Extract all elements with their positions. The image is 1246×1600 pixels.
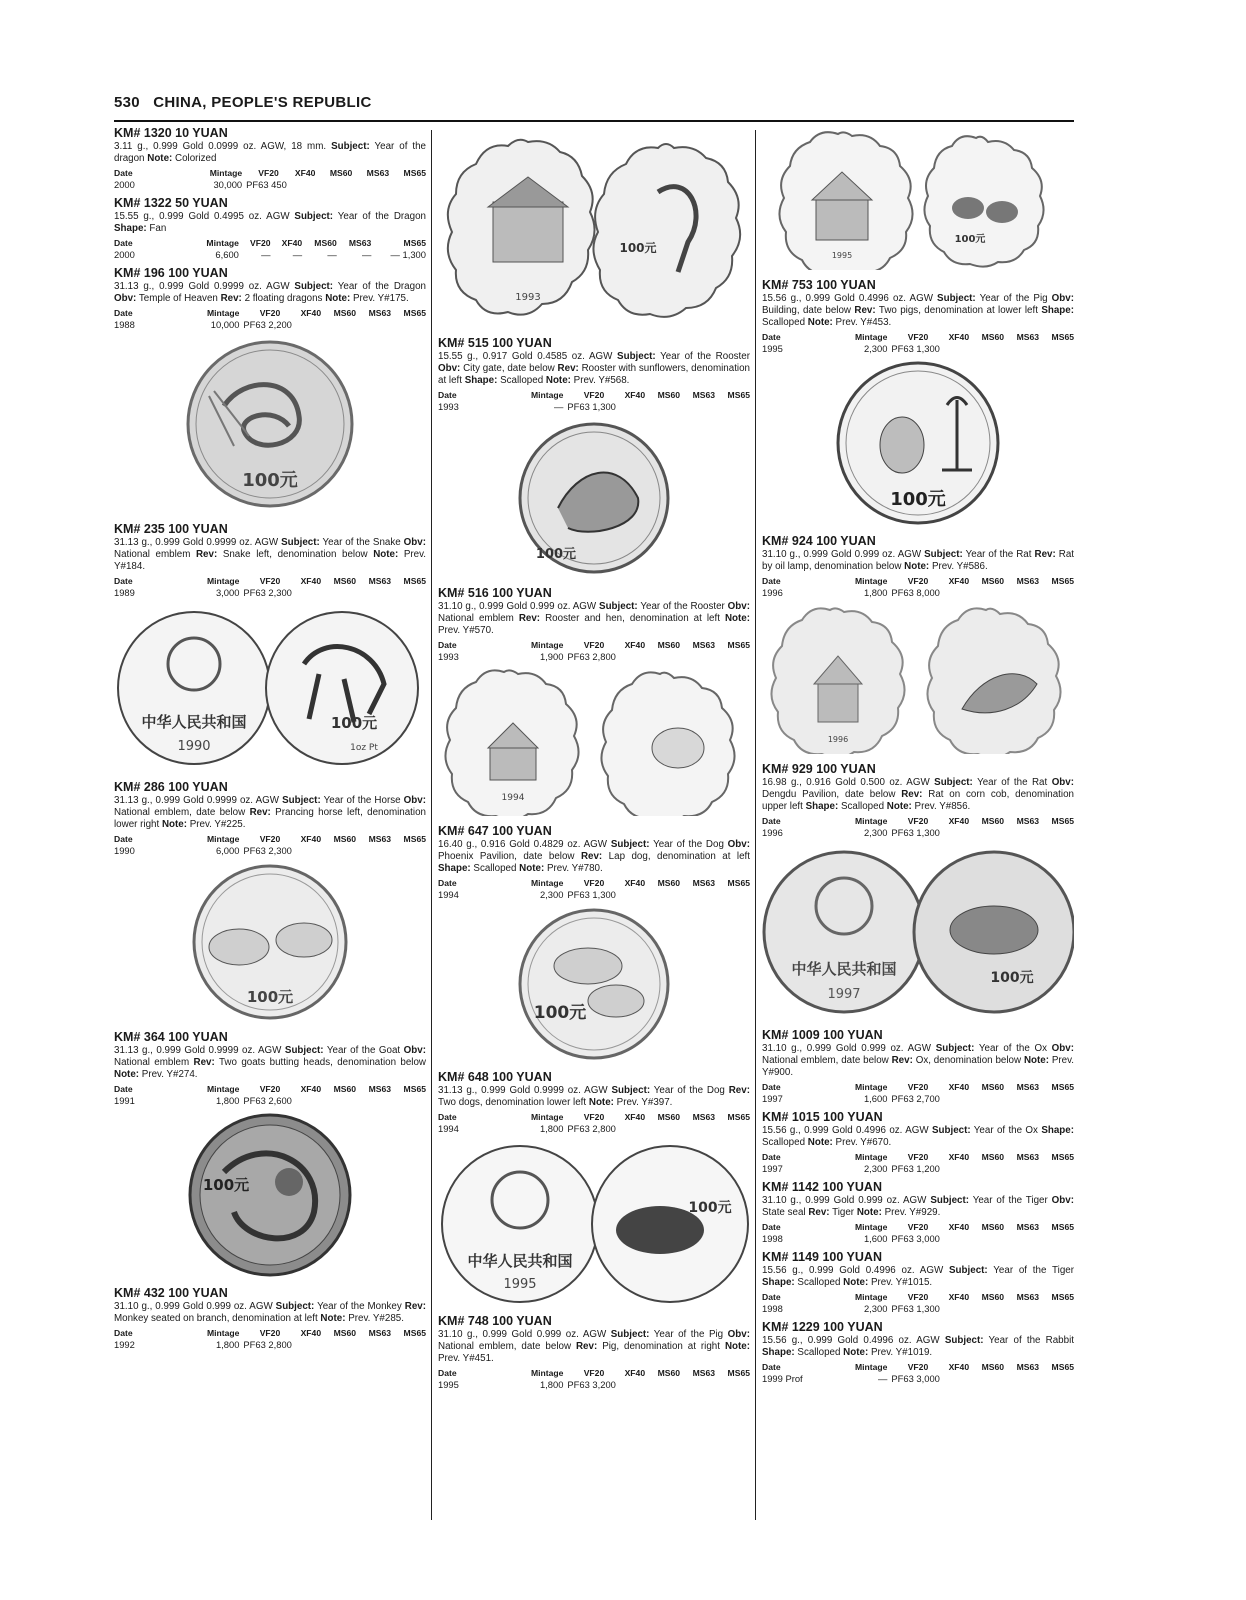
- entry-title: KM# 286 100 YUAN: [114, 780, 228, 794]
- entry-title: KM# 364 100 YUAN: [114, 1030, 228, 1044]
- entry-description: 15.56 g., 0.999 Gold 0.4996 oz. AGW Subject: Year of the Ox Shape: Scalloped Note: Prev. Y#670.: [762, 1125, 1074, 1148]
- entry-description: 31.13 g., 0.999 Gold 0.9999 oz. AGW Subject: Year of the Dog Rev: Two dogs, denomination lower left Note: Prev. Y#397.: [438, 1085, 750, 1108]
- mintage-table: Date Mintage VF20 XF40 MS60 MS63 MS65 1994 1,800 PF63 2,800: [438, 1112, 750, 1134]
- entry-description: 15.56 g., 0.999 Gold 0.4996 oz. AGW Subject: Year of the Rabbit Shape: Scalloped Note: Prev. Y#1019.: [762, 1335, 1074, 1358]
- page-header: [114, 94, 1074, 122]
- mintage-table: Date Mintage VF20 XF40 MS60 MS63 MS65 1995 1,800 PF63 3,200: [438, 1368, 750, 1390]
- entry-description: 15.56 g., 0.999 Gold 0.4996 oz. AGW Subject: Year of the Tiger Shape: Scalloped Note: Prev. Y#1015.: [762, 1265, 1074, 1288]
- svg-text:1oz Pt: 1oz Pt: [350, 743, 378, 753]
- svg-text:100元: 100元: [688, 1200, 732, 1216]
- column-rule-1: [431, 130, 432, 1520]
- svg-text:1995: 1995: [831, 251, 853, 260]
- entry-description: 31.10 g., 0.999 Gold 0.999 oz. AGW Subject: Year of the Rat Rev: Rat by oil lamp, denomination below Note: Prev. Y#586.: [762, 549, 1075, 572]
- entry-km647: [438, 824, 750, 900]
- entry-description: 31.10 g., 0.999 Gold 0.999 oz. AGW Subject: Year of the Pig Obv: National emblem, date below Rev: Pig, denomination at right Note: Prev. Y#451.: [438, 1329, 750, 1364]
- coin-image-two-dogs: [438, 906, 750, 1062]
- svg-text:100元: 100元: [330, 714, 378, 732]
- svg-text:100元: 100元: [990, 970, 1034, 986]
- svg-text:100元: 100元: [954, 234, 986, 245]
- mintage-table: Date Mintage VF20 XF40 MS60 MS63 MS65 1989 3,000 PF63 2,300: [114, 576, 426, 598]
- entry-km1015: [762, 1110, 1074, 1174]
- entry-title: KM# 516 100 YUAN: [438, 586, 552, 600]
- entry-km924: [762, 534, 1074, 598]
- mintage-table: Date Mintage VF20 XF40 MS60 MS63 MS65 1998 2,300 PF63 1,300: [762, 1292, 1074, 1314]
- svg-text:中华人民共和国: 中华人民共和国: [791, 960, 897, 978]
- entry-km235: [114, 522, 426, 598]
- page-number: 530: [114, 94, 140, 111]
- entry-description: 31.10 g., 0.999 Gold 0.999 oz. AGW Subject: Year of the Rooster Obv: National emblem Rev: Rooster and hen, denomination at left Note: Prev. Y#570.: [438, 601, 750, 636]
- coin-image-snake: [114, 336, 426, 514]
- entry-title: KM# 1322 50 YUAN: [114, 196, 228, 210]
- entry-description: 15.56 g., 0.999 Gold 0.4996 oz. AGW Subject: Year of the Pig Obv: Building, date below Rev: Two pigs, denomination at lower left Shape: Scalloped Note: Prev. Y#453.: [762, 293, 1074, 328]
- coin-image-monkey: [114, 1112, 426, 1278]
- mintage-table: Date Mintage VF20 XF40 MS60 MS63 MS65 2000 30,000 PF63 450: [114, 168, 426, 190]
- entry-title: KM# 1229 100 YUAN: [762, 1320, 883, 1334]
- column-middle: [438, 126, 750, 1396]
- entry-km1149: [762, 1250, 1074, 1314]
- mintage-table: Date Mintage VF20 XF40 MS60 MS63 MS65 1998 1,600 PF63 3,000: [762, 1222, 1074, 1244]
- entry-description: 31.10 g., 0.999 Gold 0.999 oz. AGW Subject: Year of the Ox Obv: National emblem, date below Rev: Ox, denomination below Note: Prev. Y#900.: [762, 1043, 1074, 1078]
- entry-km516: [438, 586, 750, 662]
- svg-text:1993: 1993: [515, 292, 541, 303]
- entry-km1009: [762, 1028, 1074, 1104]
- coin-image-dog-scalloped: [438, 668, 750, 816]
- svg-text:中华人民共和国: 中华人民共和国: [141, 713, 247, 731]
- entry-km196: [114, 266, 426, 330]
- mintage-table: Date Mintage VF20 XF40 MS60 MS63 MS65 1999 Prof — PF63 3,000: [762, 1362, 1074, 1384]
- mintage-table: Date Mintage VF20 XF40 MS60 MS63 MS65 1996 2,300 PF63 1,300: [762, 816, 1074, 838]
- svg-text:中华人民共和国: 中华人民共和国: [467, 1252, 573, 1270]
- entry-km286: [114, 780, 426, 856]
- entry-km515: [438, 336, 750, 412]
- svg-text:100元: 100元: [535, 547, 577, 562]
- entry-km1142: [762, 1180, 1074, 1244]
- svg-text:100元: 100元: [533, 1003, 587, 1023]
- entry-title: KM# 1142 100 YUAN: [762, 1180, 882, 1194]
- mintage-table: Date Mintage VF20 XF40 MS60 MS63 MS65 1996 1,800 PF63 8,000: [762, 576, 1074, 598]
- svg-text:1994: 1994: [501, 793, 525, 803]
- entry-title: KM# 929 100 YUAN: [762, 762, 876, 776]
- mintage-table: Date Mintage VF20 XF40 MS60 MS63 MS65 1990 6,000 PF63 2,300: [114, 834, 426, 856]
- entry-title: KM# 1320 10 YUAN: [114, 126, 228, 140]
- column-rule-2: [755, 130, 756, 1520]
- entry-title: KM# 647 100 YUAN: [438, 824, 552, 838]
- entry-title: KM# 1149 100 YUAN: [762, 1250, 882, 1264]
- svg-text:1997: 1997: [827, 987, 861, 1002]
- entry-title: KM# 648 100 YUAN: [438, 1070, 552, 1084]
- mintage-table: Date Mintage VF20 XF40 MS60 MS63 MS65 1988 10,000 PF63 2,200: [114, 308, 426, 330]
- mintage-table: Date Mintage VF20 XF40 MS60 MS63 MS65 1992 1,800 PF63 2,800: [114, 1328, 426, 1350]
- entry-title: KM# 1009 100 YUAN: [762, 1028, 883, 1042]
- entry-description: 16.98 g., 0.916 Gold 0.500 oz. AGW Subject: Year of the Rat Obv: Dengdu Pavilion, date below Rev: Rat on corn cob, denomination upper left Shape: Scalloped Note: Prev. Y#856.: [762, 777, 1075, 812]
- coin-image-horse: [114, 604, 426, 772]
- entry-title: KM# 748 100 YUAN: [438, 1314, 552, 1328]
- coin-image-pig: [438, 1140, 750, 1306]
- svg-text:100元: 100元: [246, 988, 294, 1006]
- svg-text:100元: 100元: [619, 241, 657, 255]
- entry-title: KM# 515 100 YUAN: [438, 336, 552, 350]
- entry-km364: [114, 1030, 426, 1106]
- section-title: CHINA, PEOPLE'S REPUBLIC: [153, 94, 372, 111]
- entry-title: KM# 432 100 YUAN: [114, 1286, 228, 1300]
- entry-km929: [762, 762, 1074, 838]
- entry-description: 31.10 g., 0.999 Gold 0.999 oz. AGW Subject: Year of the Monkey Rev: Monkey seated on branch, denomination at left Note: Prev. Y#285.: [114, 1301, 426, 1324]
- mintage-table: Date Mintage VF20 XF40 MS60 MS63 MS65 1994 2,300 PF63 1,300: [438, 878, 750, 900]
- mintage-table: Date Mintage VF20 XF40 MS60 MS63 MS65 1993 — PF63 1,300: [438, 390, 750, 412]
- entry-title: KM# 1015 100 YUAN: [762, 1110, 883, 1124]
- svg-text:1990: 1990: [177, 739, 211, 754]
- column-right: [762, 126, 1074, 1390]
- entry-km1229: [762, 1320, 1074, 1384]
- coin-image-two-pigs-scalloped: [762, 130, 1074, 270]
- coin-image-goat: [114, 862, 426, 1022]
- mintage-table: Date Mintage VF20 XF40 MS60 MS63 MS65 1993 1,900 PF63 2,800: [438, 640, 750, 662]
- coin-image-rooster-hen: [438, 418, 750, 578]
- entry-description: 31.10 g., 0.999 Gold 0.999 oz. AGW Subject: Year of the Tiger Obv: State seal Rev: Tiger Note: Prev. Y#929.: [762, 1195, 1074, 1218]
- coin-image-rat-lamp: [762, 360, 1074, 526]
- entry-km748: [438, 1314, 750, 1390]
- entry-title: KM# 235 100 YUAN: [114, 522, 228, 536]
- entry-km432: [114, 1286, 426, 1350]
- svg-text:100元: 100元: [202, 1176, 250, 1194]
- entry-title: KM# 196 100 YUAN: [114, 266, 228, 280]
- coin-image-rat-corn-scalloped: [762, 604, 1074, 754]
- entry-description: 15.55 g., 0.917 Gold 0.4585 oz. AGW Subject: Year of the Rooster Obv: City gate, date below Rev: Rooster with sunflowers, denomination at left Shape: Scalloped Note: Prev. Y#568.: [438, 351, 750, 386]
- entry-km1322: [114, 196, 426, 260]
- svg-text:100元: 100元: [890, 489, 946, 510]
- entry-km648: [438, 1070, 750, 1134]
- entry-km753: [762, 278, 1074, 354]
- entry-description: 16.40 g., 0.916 Gold 0.4829 oz. AGW Subject: Year of the Dog Obv: Phoenix Pavilion, date below Rev: Lap dog, denomination at left Shape: Scalloped Note: Prev. Y#780.: [438, 839, 750, 874]
- entry-description: 31.13 g., 0.999 Gold 0.9999 oz. AGW Subject: Year of the Snake Obv: National emblem Rev: Snake left, denomination below Note: Prev. Y#184.: [114, 537, 426, 572]
- entry-km1320: [114, 126, 426, 190]
- entry-description: 31.13 g., 0.999 Gold 0.9999 oz. AGW Subject: Year of the Goat Obv: National emblem Rev: Two goats butting heads, denomination below Note: Prev. Y#274.: [114, 1045, 427, 1080]
- mintage-table: Date Mintage VF20 XF40 MS60 MS63 MS65 1997 1,600 PF63 2,700: [762, 1082, 1074, 1104]
- mintage-table: Date Mintage VF20 XF40 MS60 MS63 MS65 1995 2,300 PF63 1,300: [762, 332, 1074, 354]
- mintage-table: Date Mintage VF20 XF40 MS60 MS63 MS65 1991 1,800 PF63 2,600: [114, 1084, 426, 1106]
- svg-text:1996: 1996: [827, 735, 849, 744]
- mintage-table: Date Mintage VF20 XF40 MS60 MS63 MS65 2000 6,600 — — — — — 1,300: [114, 238, 426, 260]
- entry-title: KM# 753 100 YUAN: [762, 278, 876, 292]
- entry-description: 15.55 g., 0.999 Gold 0.4995 oz. AGW Subject: Year of the Dragon Shape: Fan: [114, 211, 426, 234]
- entry-description: 3.11 g., 0.999 Gold 0.0999 oz. AGW, 18 mm. Subject: Year of the dragon Note: Colorized: [114, 141, 427, 164]
- entry-title: KM# 924 100 YUAN: [762, 534, 876, 548]
- svg-text:100元: 100元: [242, 470, 298, 491]
- column-left: [114, 126, 426, 1356]
- entry-description: 31.13 g., 0.999 Gold 0.9999 oz. AGW Subject: Year of the Horse Obv: National emblem, date below Rev: Prancing horse left, denomination lower right Note: Prev. Y#225.: [114, 795, 426, 830]
- coin-image-ox: [762, 844, 1074, 1020]
- coin-image-rooster-scalloped: [438, 132, 750, 328]
- mintage-table: Date Mintage VF20 XF40 MS60 MS63 MS65 1997 2,300 PF63 1,200: [762, 1152, 1074, 1174]
- entry-description: 31.13 g., 0.999 Gold 0.9999 oz. AGW Subject: Year of the Dragon Obv: Temple of Heaven Rev: 2 floating dragons Note: Prev. Y#175.: [114, 281, 426, 304]
- svg-text:1995: 1995: [503, 1277, 537, 1292]
